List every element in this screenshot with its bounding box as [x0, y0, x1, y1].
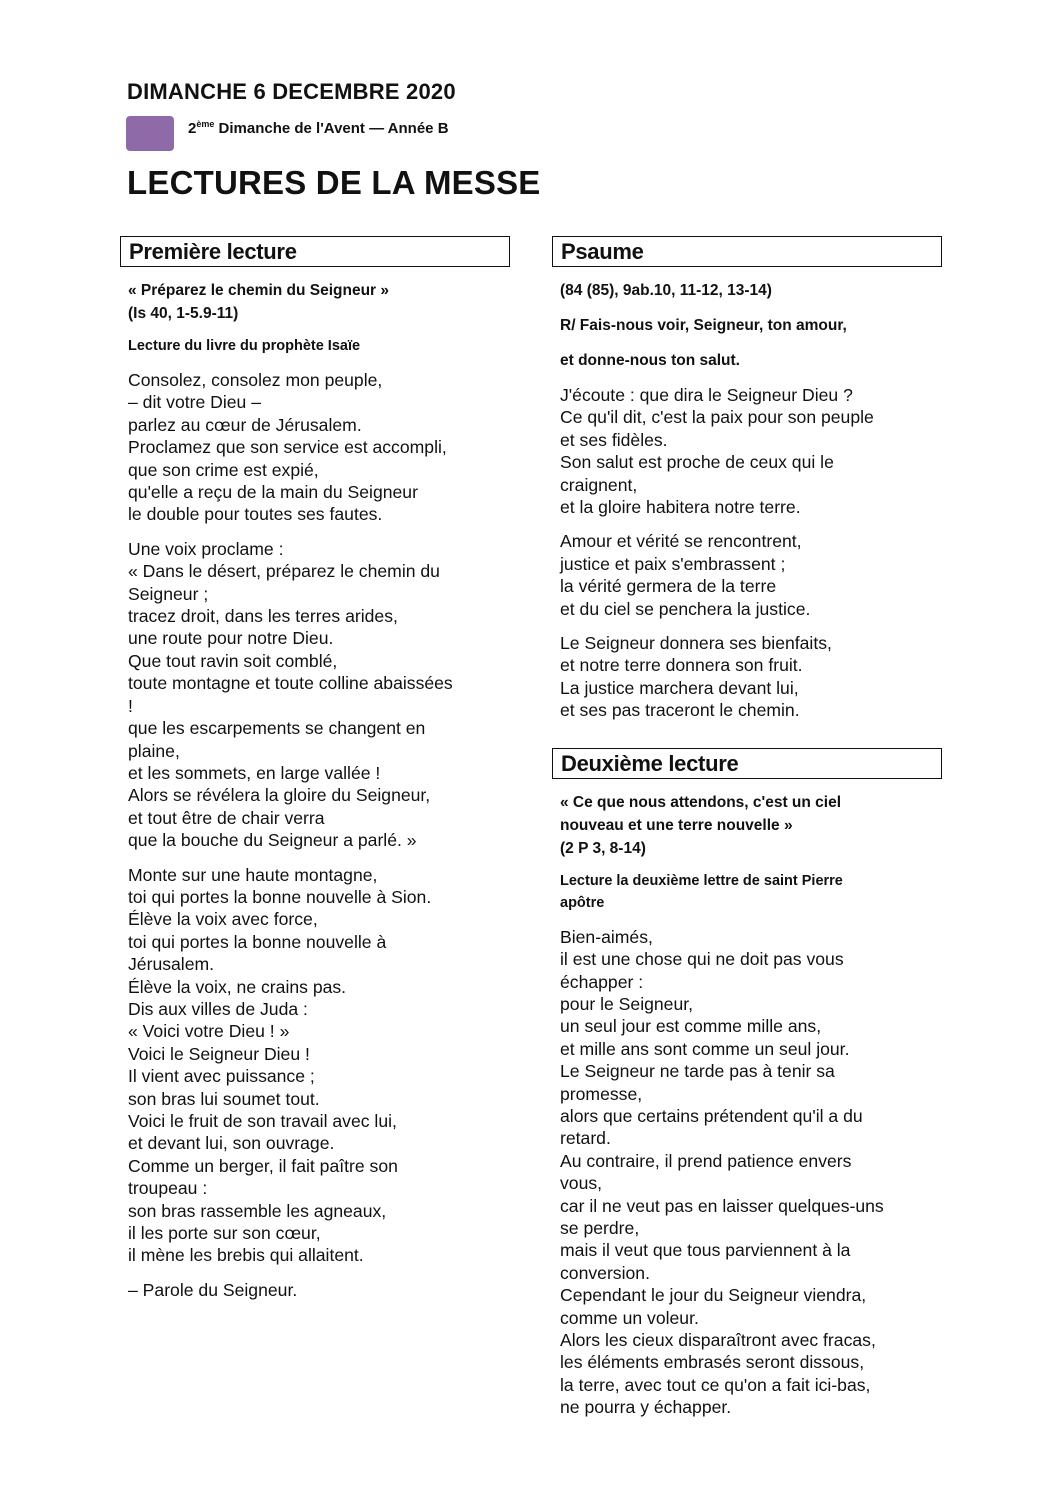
first-reading-line: parlez au cœur de Jérusalem.	[128, 414, 362, 435]
second-reading-line: car il ne veut pas en laisser quelques-uns	[560, 1195, 884, 1216]
psalm-heading: Psaume	[552, 236, 942, 267]
first-reading-line: « Dans le désert, préparez le chemin du	[128, 561, 440, 582]
second-reading-line: vous,	[560, 1173, 603, 1194]
psalm-stanza	[560, 632, 942, 722]
first-reading-line: il les porte sur son cœur,	[128, 1223, 321, 1244]
second-reading-line: Cependant le jour du Seigneur viendra,	[560, 1285, 867, 1306]
first-reading-source: Lecture du livre du prophète Isaïe	[128, 338, 361, 354]
psalm-line: et la gloire habitera notre terre.	[560, 497, 801, 518]
second-reading-line: Au contraire, il prend patience envers	[560, 1150, 852, 1171]
first-reading-line: Monte sur une haute montagne,	[128, 864, 378, 885]
second-reading-line: échapper :	[560, 971, 644, 992]
psalm-reference: (84 (85), 9ab.10, 11-12, 13-14)	[560, 282, 772, 299]
first-reading-line: Consolez, consolez mon peuple,	[128, 370, 383, 390]
psalm-line: Ce qu'il dit, c'est la paix pour son peuple	[560, 407, 874, 428]
liturgical-color-swatch	[126, 116, 174, 151]
psalm-line: La justice marchera devant lui,	[560, 677, 799, 698]
second-reading-line: conversion.	[560, 1262, 650, 1283]
second-reading-line: mais il veut que tous parviennent à la	[560, 1240, 851, 1261]
first-reading-line: que son crime est expié,	[128, 459, 319, 480]
page-date: DIMANCHE 6 DECEMBRE 2020	[127, 79, 456, 104]
second-reading-subtitle	[560, 791, 942, 860]
first-reading-stanza	[128, 369, 510, 526]
second-reading-line: les éléments embrasés seront dissous,	[560, 1352, 865, 1373]
first-reading-subtitle	[128, 279, 510, 325]
first-reading-stanza	[128, 538, 510, 852]
liturgy-ordinal-suffix: ème	[196, 119, 215, 129]
second-reading-line: un seul jour est comme mille ans,	[560, 1016, 822, 1037]
liturgical-day	[188, 119, 449, 137]
psalm-stanzas	[560, 384, 942, 722]
second-reading-line: retard.	[560, 1128, 611, 1149]
first-reading-line: une route pour notre Dieu.	[128, 628, 334, 649]
first-reading-line: Que tout ravin soit comblé,	[128, 650, 338, 671]
first-reading-line: le double pour toutes ses fautes.	[128, 504, 383, 525]
first-reading-stanzas	[128, 369, 510, 1301]
second-reading-line: la terre, avec tout ce qu'on a fait ici-bas,	[560, 1374, 871, 1395]
second-reading-line: et mille ans sont comme un seul jour.	[560, 1038, 850, 1059]
first-reading-reference: (Is 40, 1-5.9-11)	[128, 305, 239, 322]
first-reading-line: plaine,	[128, 740, 180, 761]
first-reading-line: « Voici votre Dieu ! »	[128, 1021, 290, 1042]
second-reading-source-line: Lecture la deuxième lettre de saint Pierre	[560, 872, 843, 889]
first-reading-line: – Parole du Seigneur.	[128, 1279, 298, 1300]
first-reading-line: toute montagne et toute colline abaissées	[128, 673, 453, 694]
second-reading-line: Le Seigneur ne tarde pas à tenir sa	[560, 1061, 835, 1082]
first-reading-line: troupeau :	[128, 1178, 208, 1199]
second-reading-line: ne pourra y échapper.	[560, 1397, 732, 1418]
second-reading-subtitle-line: « Ce que nous attendons, c'est un ciel	[560, 793, 842, 811]
psalm-line: et ses pas traceront le chemin.	[560, 700, 800, 721]
liturgy-day-name: Dimanche de l'Avent — Année B	[214, 120, 449, 137]
first-reading-line: et les sommets, en large vallée !	[128, 762, 381, 783]
first-reading-line: son bras lui soumet tout.	[128, 1088, 320, 1109]
first-reading-line: Proclamez que son service est accompli,	[128, 437, 447, 458]
first-reading-line: Élève la voix, ne crains pas.	[128, 976, 347, 997]
first-reading-stanza	[128, 1279, 510, 1301]
psalm-refrain-line: et donne-nous ton salut.	[560, 352, 740, 369]
first-reading-line: tracez droit, dans les terres arides,	[128, 606, 398, 627]
first-reading-line: qu'elle a reçu de la main du Seigneur	[128, 482, 418, 503]
second-reading-stanzas	[560, 926, 942, 1419]
first-reading-body	[120, 279, 510, 1301]
second-reading-line: Bien-aimés,	[560, 926, 653, 947]
first-reading-line: toi qui portes la bonne nouvelle à	[128, 931, 387, 952]
second-reading-subtitle-line: nouveau et une terre nouvelle »	[560, 816, 793, 834]
psalm-body	[552, 279, 942, 722]
page-title: LECTURES DE LA MESSE	[127, 164, 541, 201]
first-reading-line: Voici le Seigneur Dieu !	[128, 1043, 310, 1064]
psalm-line: la vérité germera de la terre	[560, 576, 777, 597]
first-reading-line: Voici le fruit de son travail avec lui,	[128, 1111, 397, 1131]
second-reading-stanza	[560, 926, 942, 1419]
first-reading-line: toi qui portes la bonne nouvelle à Sion.	[128, 886, 432, 907]
psalm-line: Son salut est proche de ceux qui le	[560, 452, 834, 473]
liturgy-ordinal-number: 2	[188, 120, 197, 137]
second-reading-line: se perdre,	[560, 1217, 640, 1238]
first-reading-line: Dis aux villes de Juda :	[128, 998, 308, 1019]
first-reading-line: Seigneur ;	[128, 583, 209, 604]
first-reading-line: !	[128, 695, 133, 716]
first-reading-line: Il vient avec puissance ;	[128, 1066, 315, 1087]
first-reading-line: Une voix proclame :	[128, 538, 284, 559]
second-reading-line: promesse,	[560, 1083, 643, 1104]
second-reading-body	[552, 791, 942, 1419]
second-reading-line: Alors les cieux disparaîtront avec fracas,	[560, 1330, 876, 1350]
psalm-stanza	[560, 384, 942, 518]
psalm-line: Le Seigneur donnera ses bienfaits,	[560, 633, 832, 654]
first-reading-line: Élève la voix avec force,	[128, 909, 318, 930]
second-reading-line: il est une chose qui ne doit pas vous	[560, 949, 844, 970]
psalm-line: et ses fidèles.	[560, 429, 668, 450]
first-reading-line: et devant lui, son ouvrage.	[128, 1133, 335, 1154]
psalm-refrain-line: R/ Fais-nous voir, Seigneur, ton amour,	[560, 317, 847, 334]
psalm-stanza	[560, 530, 942, 620]
first-reading-line: et tout être de chair verra	[128, 807, 325, 828]
first-reading-line: – dit votre Dieu –	[128, 392, 262, 413]
psalm-line: Amour et vérité se rencontrent,	[560, 531, 802, 552]
psalm-line: et du ciel se penchera la justice.	[560, 598, 811, 619]
first-reading-line: son bras rassemble les agneaux,	[128, 1200, 387, 1221]
first-reading-line: Comme un berger, il fait paître son	[128, 1155, 398, 1176]
first-reading-line: que la bouche du Seigneur a parlé. »	[128, 830, 417, 851]
second-reading-heading: Deuxième lecture	[552, 748, 942, 779]
left-column	[120, 236, 510, 1301]
first-reading-heading: Première lecture	[120, 236, 510, 267]
second-reading-source-line: apôtre	[560, 894, 605, 911]
psalm-line: J'écoute : que dira le Seigneur Dieu ?	[560, 385, 853, 405]
psalm-line: et notre terre donnera son fruit.	[560, 655, 803, 676]
psalm-line: justice et paix s'embrassent ;	[560, 553, 786, 574]
right-column	[552, 236, 942, 1419]
first-reading-line: il mène les brebis qui allaitent.	[128, 1245, 364, 1266]
first-reading-line: Jérusalem.	[128, 954, 215, 975]
second-reading-line: alors que certains prétendent qu'il a du	[560, 1105, 863, 1126]
second-reading-source	[560, 870, 942, 914]
first-reading-stanza	[128, 864, 510, 1267]
second-reading-reference: (2 P 3, 8-14)	[560, 839, 646, 857]
first-reading-subtitle-line: « Préparez le chemin du Seigneur »	[128, 282, 390, 299]
second-reading-line: pour le Seigneur,	[560, 993, 694, 1014]
first-reading-line: que les escarpements se changent en	[128, 718, 426, 739]
second-reading-line: comme un voleur.	[560, 1307, 699, 1328]
psalm-line: craignent,	[560, 474, 638, 495]
first-reading-line: Alors se révélera la gloire du Seigneur,	[128, 785, 431, 806]
